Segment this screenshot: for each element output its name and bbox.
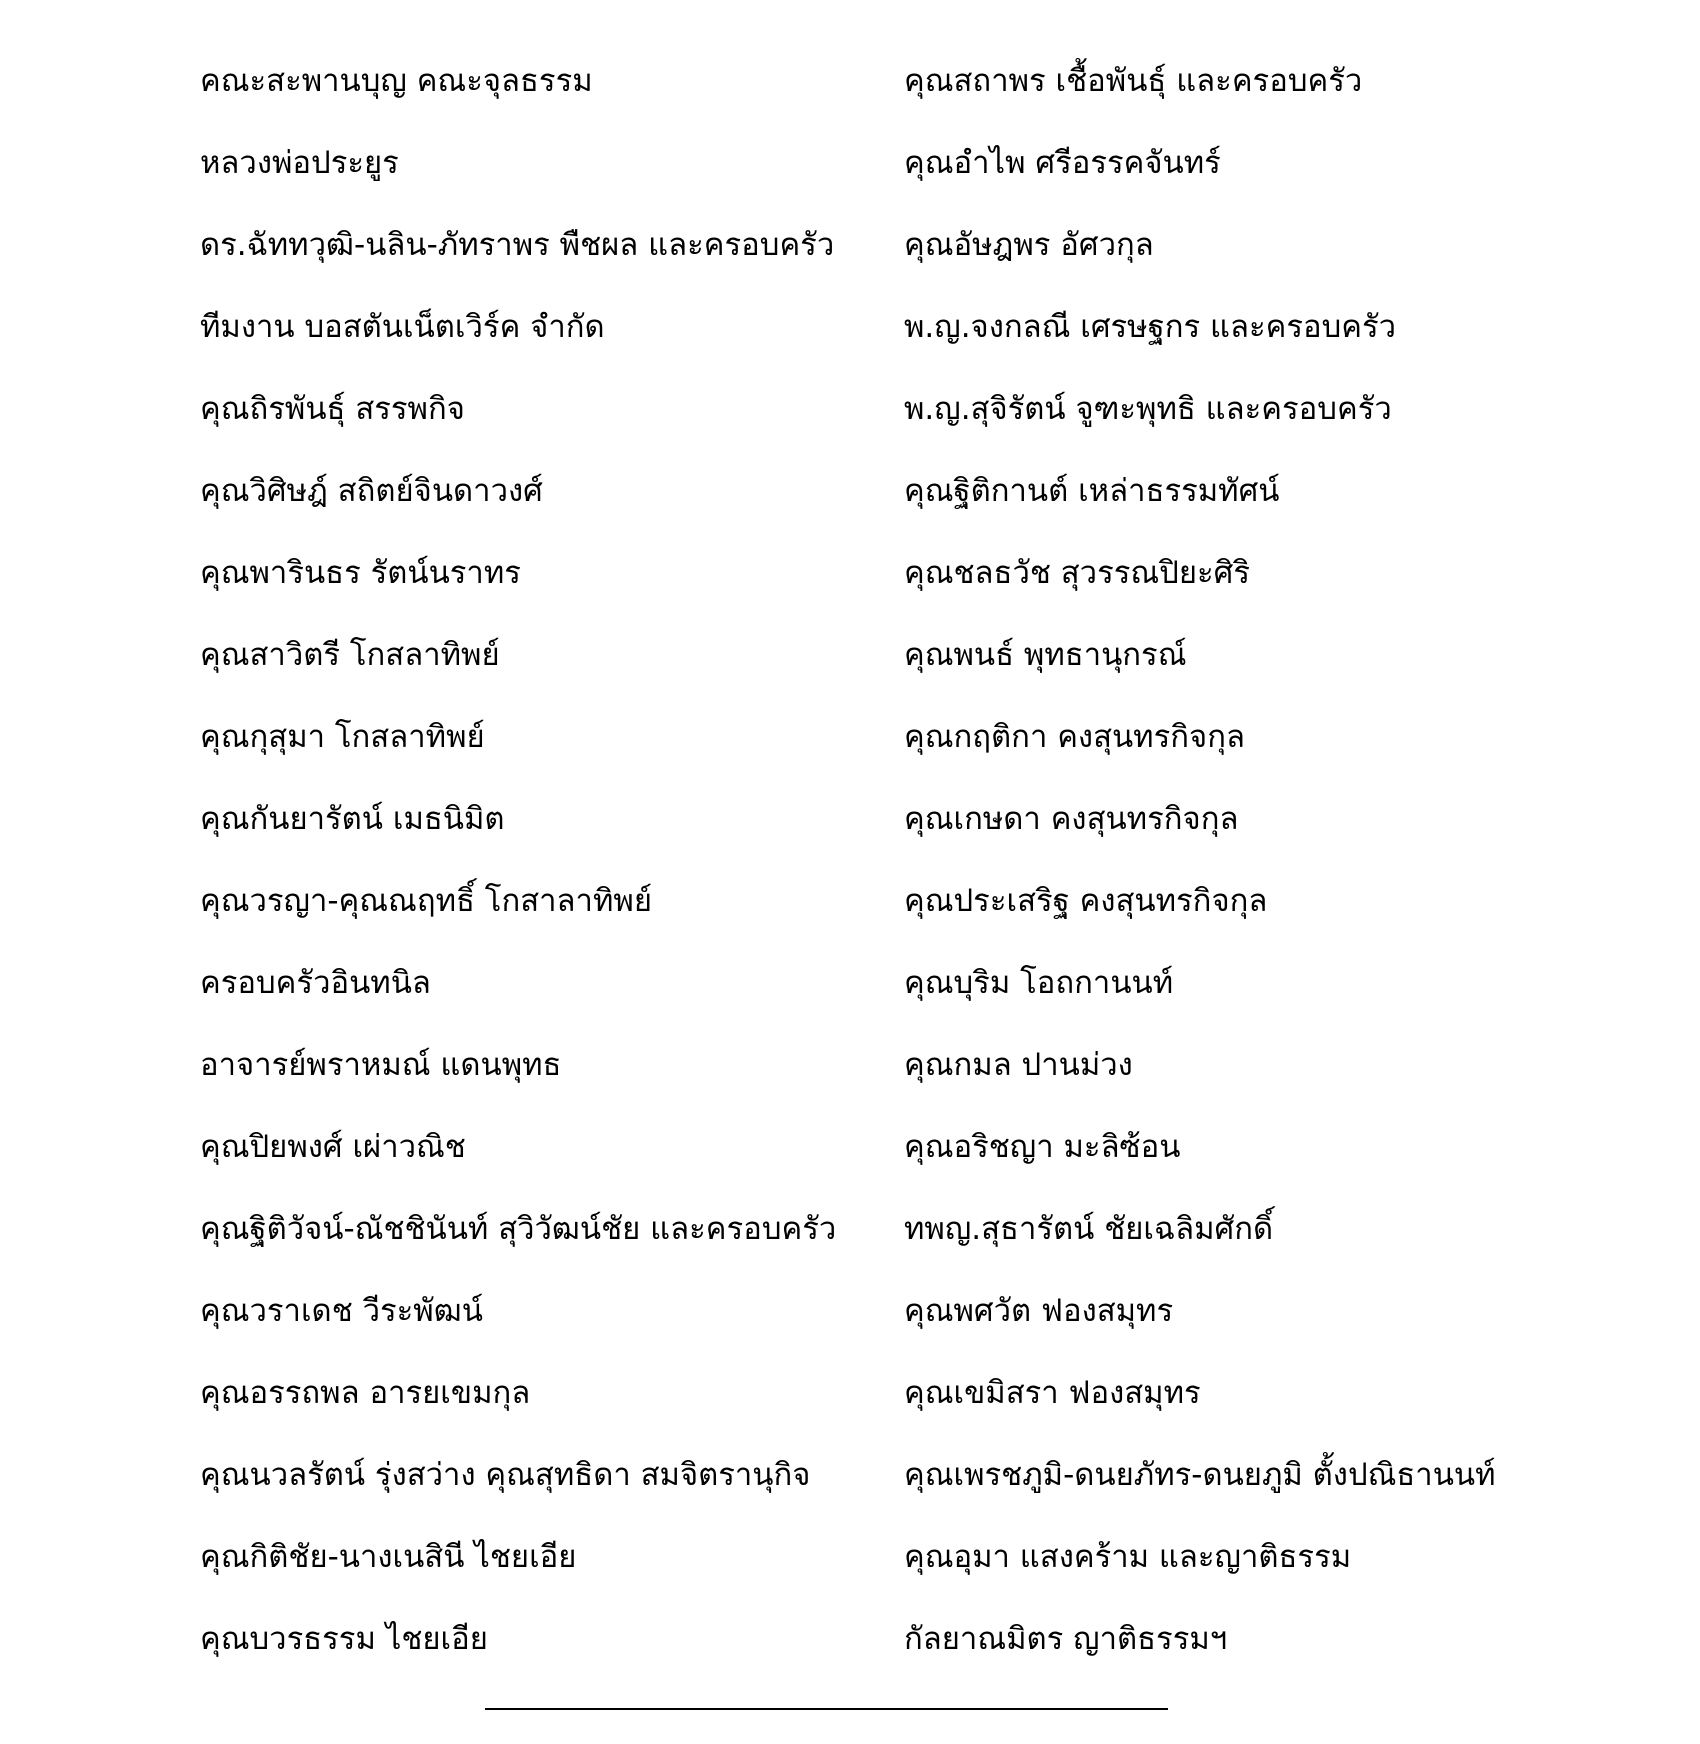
- name-entry: คุณอุมา แสงคร้าม และญาติธรรม: [904, 1539, 1352, 1575]
- name-entry: คุณพารินธร รัตน์นราทร: [200, 555, 521, 591]
- name-entry: คุณบุริม โอถกานนท์: [904, 965, 1174, 1001]
- name-entry: คุณกิติชัย-นางเนสินี ไชยเอีย: [200, 1539, 577, 1575]
- name-entry: คุณกุสุมา โกสลาทิพย์: [200, 719, 485, 755]
- name-entry: คุณเพรชภูมิ-ดนยภัทร-ดนยภูมิ ตั้งปณิธานนท์: [904, 1457, 1496, 1493]
- name-entry: คุณชลธวัช สุวรรณปิยะศิริ: [904, 555, 1250, 591]
- right-name-column: [904, 54, 1664, 1694]
- name-entry: คุณกฤติกา คงสุนทรกิจกุล: [904, 719, 1245, 755]
- name-entry: คุณวรญา-คุณณฤทธิ์ โกสาลาทิพย์: [200, 883, 652, 919]
- name-entry: ทีมงาน บอสตันเน็ตเวิร์ค จำกัด: [200, 309, 605, 345]
- horizontal-divider: [485, 1708, 1168, 1710]
- name-entry: หลวงพ่อประยูร: [200, 145, 399, 181]
- name-entry: ครอบครัวอินทนิล: [200, 965, 431, 1001]
- name-entry: คุณกันยารัตน์ เมธนิมิต: [200, 801, 505, 837]
- name-entry: กัลยาณมิตร ญาติธรรมฯ: [904, 1621, 1228, 1657]
- name-entry: อาจารย์พราหมณ์ แดนพุทธ: [200, 1047, 562, 1083]
- name-entry: คุณฐิติกานต์ เหล่าธรรมทัศน์: [904, 473, 1280, 509]
- name-entry: คณะสะพานบุญ คณะจุลธรรม: [200, 63, 593, 99]
- name-entry: คุณพศวัต ฟองสมุทร: [904, 1293, 1174, 1329]
- name-entry: ดร.ฉัททวุฒิ-นลิน-ภัทราพร พืชผล และครอบครัว: [200, 227, 835, 263]
- name-entry: คุณกมล ปานม่วง: [904, 1047, 1133, 1083]
- name-entry: คุณฐิติวัจน์-ณัชชินันท์ สุวิวัฒน์ชัย และครอบครัว: [200, 1211, 837, 1247]
- name-entry: คุณถิรพันธุ์ สรรพกิจ: [200, 391, 465, 427]
- name-entry: คุณประเสริฐ คงสุนทรกิจกุล: [904, 883, 1268, 919]
- name-entry: ทพญ.สุธารัตน์ ชัยเฉลิมศักดิ์: [904, 1211, 1274, 1247]
- name-entry: คุณสาวิตรี โกสลาทิพย์: [200, 637, 500, 673]
- left-name-column: [200, 54, 880, 1694]
- name-entry: คุณอริชญา มะลิซ้อน: [904, 1129, 1181, 1165]
- name-entry: คุณพนธ์ พุทธานุกรณ์: [904, 637, 1187, 673]
- name-entry: คุณเขมิสรา ฟองสมุทร: [904, 1375, 1201, 1411]
- name-entry: คุณปิยพงศ์ เผ่าวณิช: [200, 1129, 466, 1165]
- name-entry: คุณบวรธรรม ไชยเอีย: [200, 1621, 488, 1657]
- name-entry: คุณนวลรัตน์ รุ่งสว่าง คุณสุทธิดา สมจิตรานุกิจ: [200, 1457, 811, 1493]
- name-entry: คุณอำไพ ศรีอรรคจันทร์: [904, 145, 1221, 181]
- name-entry: คุณสถาพร เชื้อพันธุ์ และครอบครัว: [904, 63, 1363, 99]
- name-entry: พ.ญ.จงกลณี เศรษฐกร และครอบครัว: [904, 309, 1397, 345]
- name-entry: คุณอรรถพล อารยเขมกุล: [200, 1375, 531, 1411]
- name-entry: คุณอัษฎพร อัศวกุล: [904, 227, 1154, 263]
- name-entry: คุณวิศิษฎ์ สถิตย์จินดาวงศ์: [200, 473, 543, 509]
- name-entry: คุณเกษดา คงสุนทรกิจกุล: [904, 801, 1239, 837]
- name-entry: คุณวราเดช วีระพัฒน์: [200, 1293, 483, 1329]
- name-entry: พ.ญ.สุจิรัตน์ จูฑะพุทธิ และครอบครัว: [904, 391, 1392, 427]
